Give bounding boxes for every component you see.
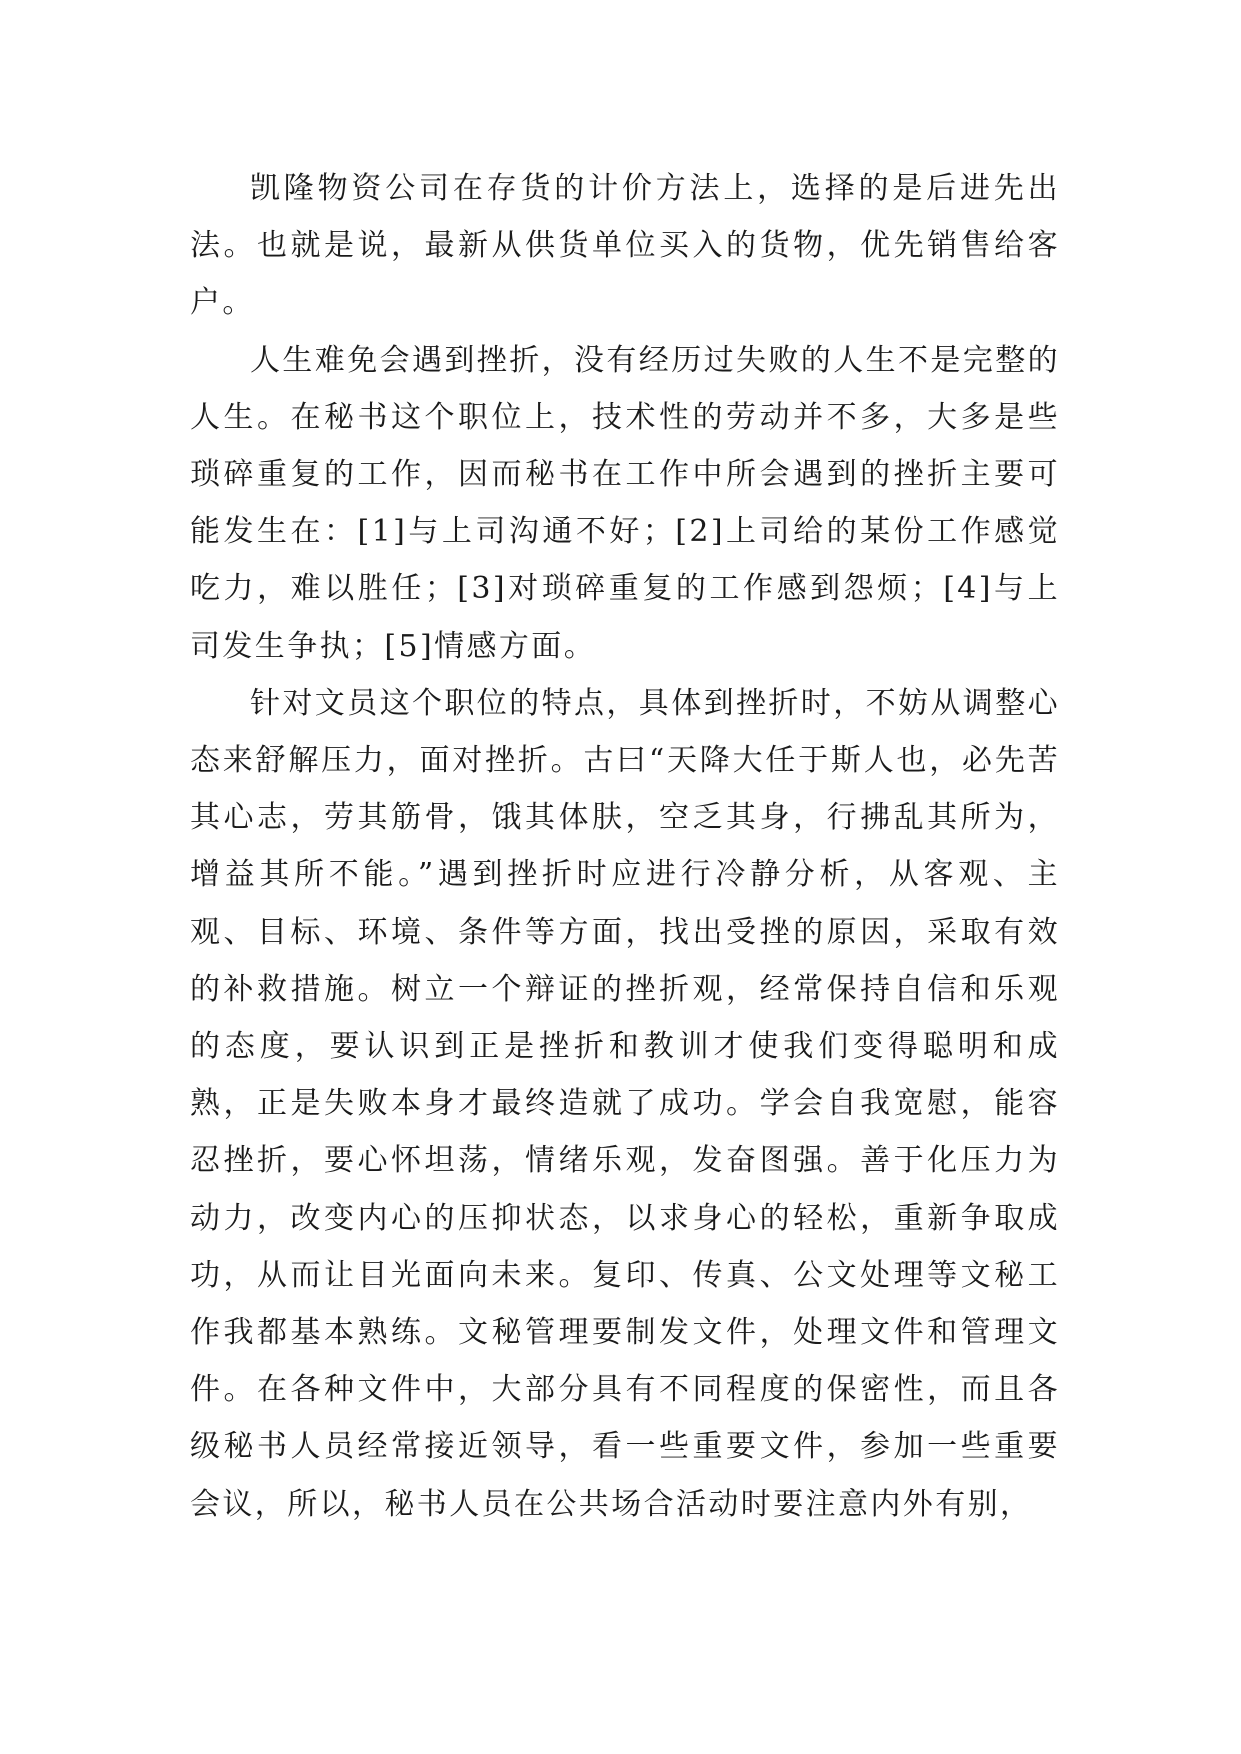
paragraph-secretary-setbacks: 人生难免会遇到挫折，没有经历过失败的人生不是完整的人生。在秘书这个职位上，技术性的劳动并不多，大多是些琐碎重复的工作，因而秘书在工作中所会遇到的挫折主要可能发生在：[1]与上司沟通不好；[2]上司给的某份工作感觉吃力，难以胜任；[3]对琐碎重复的工作感到怨烦；[4]与上司发生争执；[5]情感方面。 [190,342,1060,664]
paragraph-inventory-method: 凯隆物资公司在存货的计价方法上，选择的是后进先出法。也就是说，最新从供货单位买入的货物，优先销售给客户。 [190,171,1060,321]
document-body [190,160,1060,1533]
paragraph-coping-with-setbacks: 针对文员这个职位的特点，具体到挫折时，不妨从调整心态来舒解压力，面对挫折。古曰“天降大任于斯人也，必先苦其心志，劳其筋骨，饿其体肤，空乏其身，行拂乱其所为，增益其所不能。”遇到挫折时应进行冷静分析，从客观、主观、目标、环境、条件等方面，找出受挫的原因，采取有效的补救措施。树立一个辩证的挫折观，经常保持自信和乐观的态度，要认识到正是挫折和教训才使我们变得聪明和成熟，正是失败本身才最终造就了成功。学会自我宽慰，能容忍挫折，要心怀坦荡，情绪乐观，发奋图强。善于化压力为动力，改变内心的压抑状态，以求身心的轻松，重新争取成功，从而让目光面向未来。复印、传真、公文处理等文秘工作我都基本熟练。文秘管理要制发文件，处理文件和管理文件。在各种文件中，大部分具有不同程度的保密性，而且各级秘书人员经常接近领导，看一些重要文件，参加一些重要会议，所以，秘书人员在公共场合活动时要注意内外有别， [190,685,1060,1522]
